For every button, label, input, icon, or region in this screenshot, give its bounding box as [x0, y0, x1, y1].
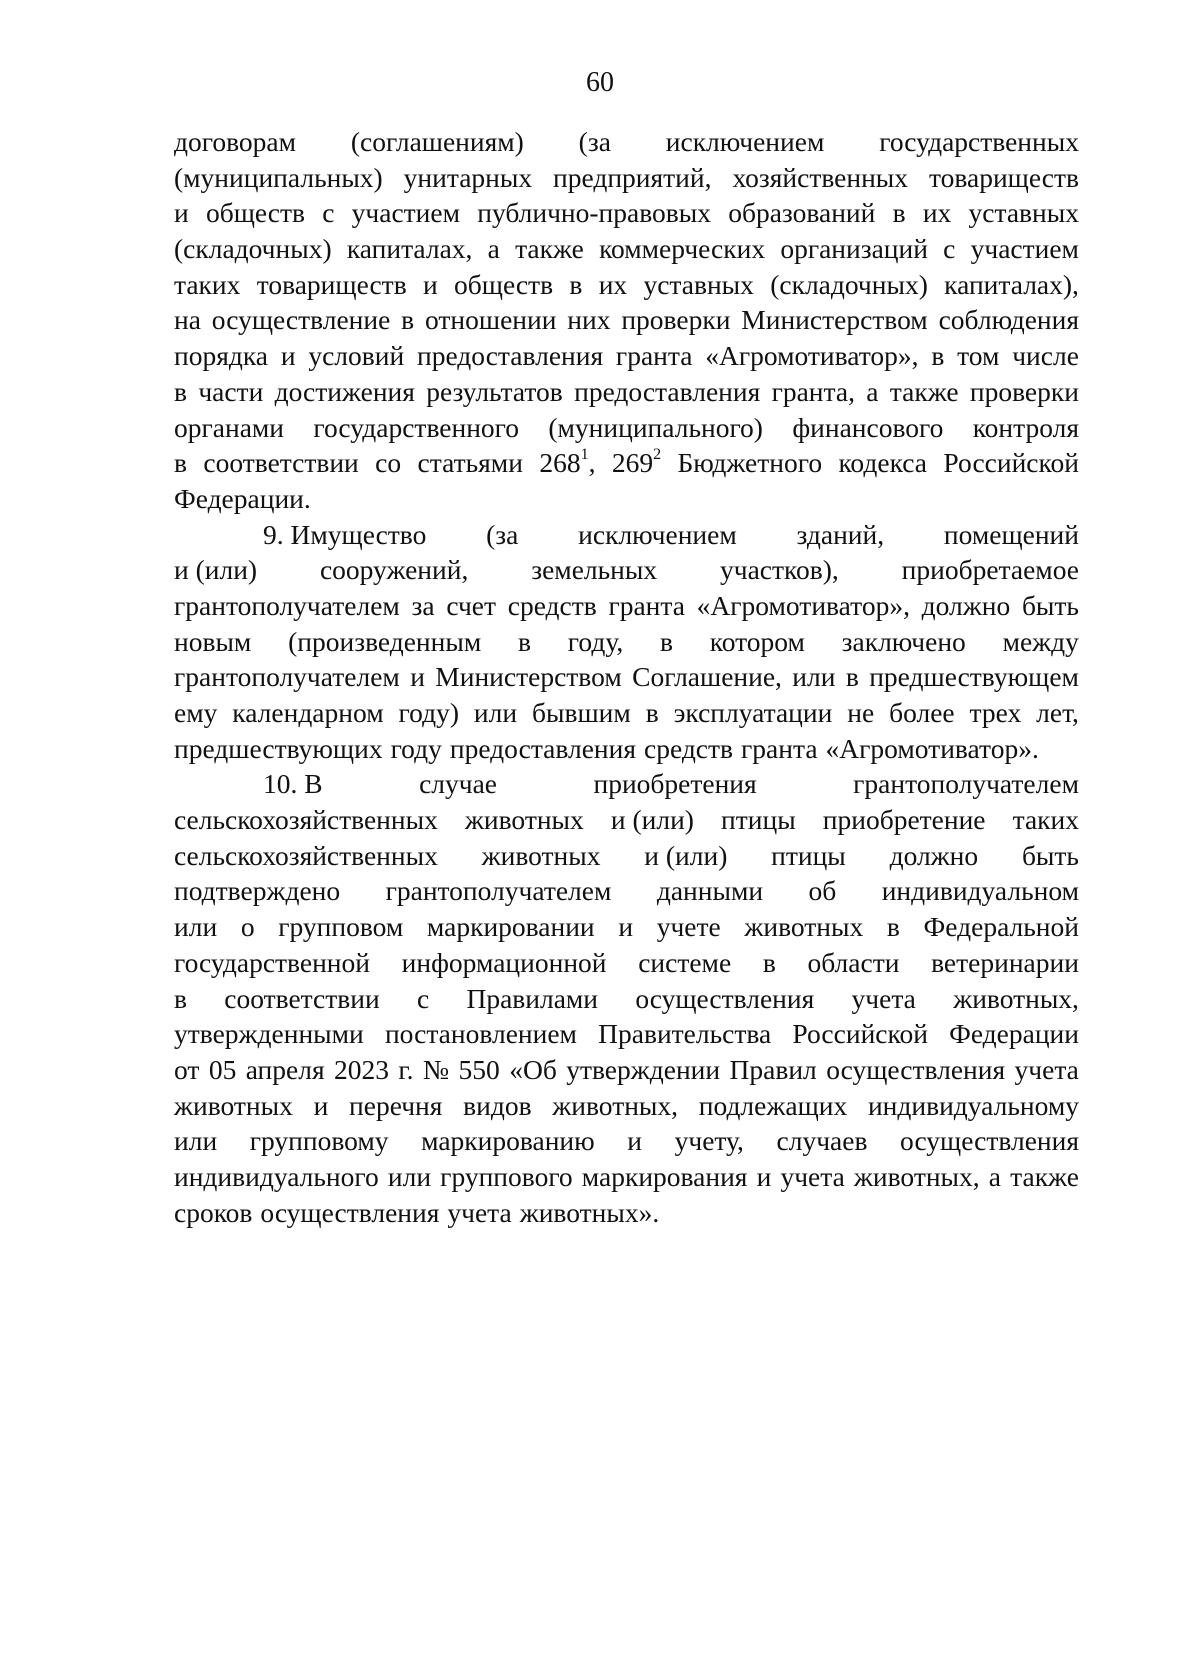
- word: Федерации: [949, 1018, 1079, 1050]
- word: быть: [1021, 839, 1079, 871]
- word: и: [313, 1089, 329, 1121]
- word: г.: [398, 1053, 414, 1085]
- word: их: [922, 197, 952, 229]
- word: их: [598, 268, 628, 300]
- text-line: [174, 588, 1079, 624]
- word: животных: [464, 804, 584, 836]
- word: $268^1$,: [539, 446, 596, 479]
- word: 10. В: [263, 768, 323, 800]
- word: приобретение: [822, 804, 986, 836]
- word: животных».: [519, 1196, 660, 1228]
- document-body: [174, 124, 1079, 1230]
- word: с: [416, 982, 430, 1014]
- word: осуществление: [211, 304, 391, 336]
- word: подлежащих: [698, 1089, 848, 1121]
- word: и: [756, 1160, 772, 1192]
- word: должно: [921, 589, 1011, 621]
- word: участием: [970, 233, 1079, 265]
- word: за: [411, 589, 435, 621]
- word: Бюджетного: [677, 447, 823, 479]
- word: (муниципального): [548, 411, 763, 443]
- word: предоставления: [416, 340, 604, 372]
- word: гранта,: [771, 375, 855, 407]
- footnote-superscript: 1: [580, 446, 589, 464]
- word: данными: [656, 875, 764, 907]
- word: Федерации.: [174, 482, 311, 514]
- word: и (или): [174, 554, 258, 586]
- word: числе: [1012, 340, 1079, 372]
- word: и: [410, 661, 425, 693]
- word: таких: [1012, 804, 1079, 836]
- word: Правилами: [466, 982, 599, 1014]
- word: групповом: [278, 911, 404, 943]
- word: в: [762, 946, 776, 978]
- word: части: [198, 375, 264, 407]
- word: и: [423, 268, 438, 300]
- word: образований: [728, 197, 876, 229]
- word: учета: [1014, 1053, 1079, 1085]
- word: постановлением: [384, 1018, 577, 1050]
- text-line: [174, 1052, 1079, 1088]
- word: а: [487, 233, 500, 265]
- word: утвержденными: [174, 1018, 364, 1050]
- word: животных,: [953, 982, 1079, 1014]
- text-line: [174, 410, 1079, 446]
- text-line: [174, 517, 1079, 553]
- word: случаев: [776, 1125, 868, 1157]
- word: учету,: [674, 1125, 744, 1157]
- word: учете: [656, 911, 721, 943]
- text-line: [174, 195, 1079, 231]
- word: информационной: [401, 946, 607, 978]
- word: участием: [351, 197, 461, 229]
- word: гранта: [608, 589, 685, 621]
- word: индивидуальном: [881, 875, 1079, 907]
- word: в: [845, 661, 859, 693]
- word: хозяйственных: [732, 161, 909, 193]
- text-line: [174, 659, 1079, 695]
- word: соблюдения: [938, 304, 1079, 336]
- word: проверки: [621, 304, 731, 336]
- word: не: [847, 697, 875, 728]
- word: (складочных): [174, 233, 332, 265]
- word: году): [398, 697, 459, 728]
- word: них: [567, 304, 611, 336]
- word: исключением: [578, 518, 737, 550]
- word: (муниципальных): [174, 161, 383, 193]
- text-line: [174, 552, 1079, 588]
- word: порядка: [174, 340, 269, 372]
- word: в: [892, 197, 906, 229]
- text-line: [174, 873, 1079, 909]
- word: новым: [174, 625, 252, 657]
- word: области: [807, 946, 900, 978]
- word: осуществления: [635, 982, 815, 1014]
- word: в: [931, 340, 945, 372]
- word: сооружений,: [319, 554, 469, 586]
- word: о: [240, 911, 255, 943]
- word: лет,: [1036, 697, 1079, 728]
- word: №: [422, 1053, 450, 1085]
- word: осуществления: [260, 1196, 440, 1228]
- word: должно: [889, 839, 979, 871]
- word: в: [659, 625, 673, 657]
- word: животных,: [853, 1160, 980, 1192]
- word: предшествующем: [869, 661, 1079, 693]
- text-line: [174, 481, 1079, 517]
- word: группового: [440, 1160, 573, 1192]
- word: животных: [174, 1089, 293, 1121]
- word: в: [569, 268, 583, 300]
- word: более: [889, 697, 955, 728]
- word: отношении: [425, 304, 557, 336]
- text-line: [174, 1088, 1079, 1124]
- text-line: [174, 1016, 1079, 1052]
- word: видов: [463, 1089, 532, 1121]
- word: Российской: [943, 447, 1079, 479]
- word: финансового: [792, 411, 944, 443]
- word: «Об: [509, 1053, 557, 1085]
- word: Федеральной: [923, 911, 1079, 943]
- word: счет: [446, 589, 497, 621]
- word: грантополучателем: [385, 875, 612, 907]
- word: быть: [1021, 589, 1079, 621]
- text-line: [174, 231, 1079, 267]
- word: в: [518, 625, 532, 657]
- word: учета: [780, 1160, 845, 1192]
- word: и (или): [610, 804, 694, 836]
- word: системе: [638, 946, 732, 978]
- word: от: [174, 1053, 200, 1085]
- word: товариществ: [256, 268, 407, 300]
- word: а: [988, 1160, 1002, 1192]
- word: соответствии: [224, 982, 380, 1014]
- text-line: [174, 838, 1079, 874]
- word: и: [280, 340, 296, 372]
- word: (за: [486, 518, 519, 550]
- word: календарном: [232, 697, 384, 728]
- word: средств: [644, 732, 734, 764]
- word: обществ: [454, 268, 554, 300]
- text-line: [174, 1195, 1079, 1231]
- word: органами: [174, 411, 285, 443]
- text-line: [174, 981, 1079, 1017]
- word: земельных: [531, 554, 658, 586]
- text-line: [174, 160, 1079, 196]
- word: кодекса: [838, 447, 928, 479]
- text-line: [174, 302, 1079, 338]
- word: Российской: [792, 1018, 928, 1050]
- text-line: [174, 374, 1079, 410]
- word: групповому: [249, 1125, 389, 1157]
- word: ему: [174, 697, 218, 728]
- word: $269^2$: [611, 446, 662, 479]
- text-line: [174, 695, 1079, 731]
- word: и: [618, 911, 634, 943]
- word: государственной: [174, 946, 370, 978]
- word: государственных: [879, 126, 1079, 157]
- word: приобретения: [593, 768, 757, 800]
- word: животных: [481, 839, 601, 871]
- word: «Агромотиватор».: [825, 732, 1039, 764]
- word: или: [174, 911, 218, 943]
- word: помещений: [943, 518, 1079, 550]
- word: в: [174, 375, 187, 407]
- word: учета: [851, 982, 916, 1014]
- word: а: [866, 375, 879, 407]
- word: случае: [419, 768, 497, 800]
- word: предприятий,: [553, 161, 712, 193]
- word: грантополучателем: [174, 661, 400, 693]
- word: уставных: [643, 268, 754, 300]
- text-line: [174, 731, 1079, 767]
- word: средств: [507, 589, 597, 621]
- word: исключением: [665, 126, 825, 157]
- word: 550: [458, 1053, 500, 1085]
- word: грантополучателем: [174, 589, 400, 621]
- page-number: 60: [586, 67, 614, 98]
- word: «Агромотиватор»,: [705, 340, 919, 372]
- word: или: [792, 661, 836, 693]
- word: (произведенным: [288, 625, 482, 657]
- word: котором: [709, 625, 805, 657]
- word: капиталах),: [944, 268, 1079, 300]
- word: 9. Имущество: [263, 518, 427, 550]
- word: товариществ: [928, 161, 1079, 193]
- word: или: [387, 1160, 432, 1192]
- word: участков),: [720, 554, 839, 586]
- word: грантополучателем: [853, 768, 1079, 800]
- word: Соглашение,: [632, 661, 782, 693]
- word: Министерством: [435, 661, 622, 693]
- word: предоставления: [449, 732, 637, 764]
- word: году,: [567, 625, 624, 657]
- word: гранта: [615, 340, 693, 372]
- word: предоставления: [574, 375, 761, 407]
- word: 05: [208, 1053, 237, 1085]
- word: предшествующих: [174, 732, 383, 764]
- word: проверки: [969, 375, 1079, 407]
- text-line: [174, 802, 1079, 838]
- word: гранта: [741, 732, 818, 764]
- word: утверждении: [566, 1053, 721, 1085]
- word: в: [401, 304, 415, 336]
- word: организаций: [780, 233, 928, 265]
- word: сельскохозяйственных: [174, 804, 438, 836]
- word: маркирования: [581, 1160, 748, 1192]
- word: животных: [744, 911, 864, 943]
- word: с: [943, 233, 956, 265]
- word: Правительства: [598, 1018, 772, 1050]
- word: подтверждено: [174, 875, 341, 907]
- word: результатов: [426, 375, 563, 407]
- word: маркировании: [426, 911, 595, 943]
- word: контроля: [972, 411, 1079, 443]
- word: перечня: [349, 1089, 443, 1121]
- text-line: [174, 1123, 1079, 1159]
- word: таких: [174, 268, 241, 300]
- word: приобретаемое: [901, 554, 1079, 586]
- word: (складочных): [770, 268, 928, 300]
- word: птицы: [771, 839, 846, 871]
- text-line: [174, 338, 1079, 374]
- word: (за: [578, 126, 611, 157]
- word: также: [1010, 1160, 1079, 1192]
- word: также: [515, 233, 584, 265]
- word: со: [375, 447, 402, 479]
- word: соответствии: [203, 447, 359, 479]
- word: (соглашениям): [350, 126, 524, 157]
- word: индивидуального: [174, 1160, 379, 1192]
- word: бывшим: [532, 697, 631, 728]
- word: статьями: [417, 447, 523, 479]
- word: об: [808, 875, 837, 907]
- word: договорам: [174, 126, 296, 157]
- word: коммерческих: [599, 233, 766, 265]
- text-line: [174, 124, 1079, 160]
- word: «Агромотиватор»,: [696, 589, 910, 621]
- word: сельскохозяйственных: [174, 839, 438, 871]
- word: 2023: [334, 1053, 390, 1085]
- word: заключено: [841, 625, 966, 657]
- word: обществ: [205, 197, 305, 229]
- word: на: [174, 304, 201, 336]
- word: учета: [447, 1196, 512, 1228]
- word: публично-правовых: [477, 197, 711, 229]
- text-line: [174, 445, 1079, 481]
- word: или: [473, 697, 518, 728]
- word: в: [174, 982, 187, 1014]
- text-line: [174, 766, 1079, 802]
- text-line: [174, 624, 1079, 660]
- word: маркированию: [421, 1125, 595, 1157]
- word: также: [889, 375, 959, 407]
- word: в: [645, 697, 659, 728]
- word: эксплуатации: [673, 697, 833, 728]
- word: уставных: [968, 197, 1079, 229]
- footnote-superscript: 2: [653, 446, 662, 464]
- text-line: [174, 909, 1079, 945]
- word: и: [174, 197, 189, 229]
- word: животных,: [552, 1089, 679, 1121]
- word: Министерством: [741, 304, 928, 336]
- word: в: [886, 911, 900, 943]
- word: году: [390, 732, 442, 764]
- text-line: [174, 1159, 1079, 1195]
- text-line: [174, 267, 1079, 303]
- word: достижения: [274, 375, 415, 407]
- word: индивидуальному: [867, 1089, 1079, 1121]
- word: государственного: [313, 411, 520, 443]
- word: и (или): [644, 839, 728, 871]
- word: между: [1002, 625, 1079, 657]
- word: и: [627, 1125, 643, 1157]
- word: или: [174, 1125, 218, 1157]
- word: осуществления: [900, 1125, 1079, 1157]
- word: том: [957, 340, 1000, 372]
- word: апреля: [245, 1053, 325, 1085]
- word: трех: [969, 697, 1022, 728]
- word: унитарных: [403, 161, 533, 193]
- text-line: [174, 945, 1079, 981]
- word: капиталах,: [346, 233, 473, 265]
- word: условий: [308, 340, 405, 372]
- word: в: [174, 447, 187, 479]
- word: птицы: [721, 804, 796, 836]
- word: Правил: [729, 1053, 817, 1085]
- word: с: [322, 197, 335, 229]
- word: зданий,: [796, 518, 885, 550]
- word: осуществления: [826, 1053, 1006, 1085]
- word: ветеринарии: [931, 946, 1079, 978]
- word: сроков: [174, 1196, 253, 1228]
